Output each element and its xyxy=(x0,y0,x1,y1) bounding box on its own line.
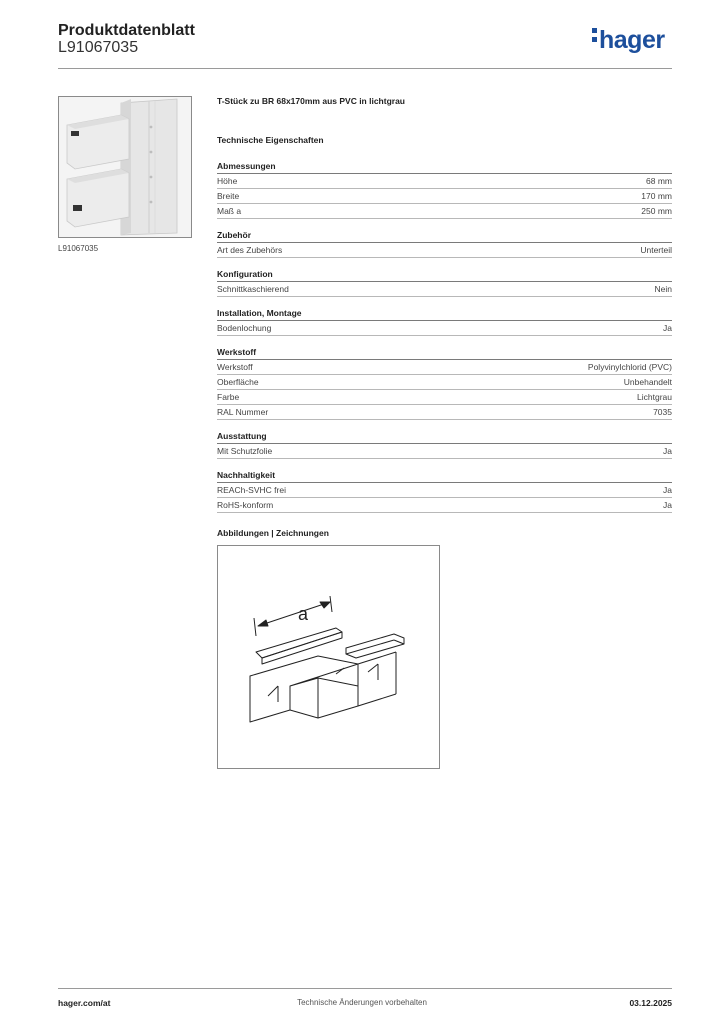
spec-label: Maß a xyxy=(217,206,242,216)
spec-row xyxy=(217,321,672,336)
spec-row xyxy=(217,189,672,204)
spec-label: Bodenlochung xyxy=(217,323,272,333)
spec-value: 170 mm xyxy=(641,191,672,201)
spec-row xyxy=(217,405,672,420)
hager-logo xyxy=(592,26,665,55)
spec-section xyxy=(217,431,672,459)
spec-row xyxy=(217,243,672,258)
tee-piece-drawing xyxy=(218,546,439,768)
section-title: Zubehör xyxy=(217,230,672,243)
spec-label: Oberfläche xyxy=(217,377,259,387)
section-title: Werkstoff xyxy=(217,347,672,360)
footer-notice: Technische Änderungen vorbehalten xyxy=(297,998,427,1007)
spec-section xyxy=(217,230,672,258)
spec-value: Ja xyxy=(663,323,672,333)
product-photo-drawing xyxy=(59,97,191,237)
article-number: L91067035 xyxy=(58,39,139,56)
spec-section xyxy=(217,161,672,219)
spec-row xyxy=(217,390,672,405)
spec-row xyxy=(217,204,672,219)
logo-colon-icon xyxy=(592,24,597,46)
footer-date: 03.12.2025 xyxy=(629,998,672,1008)
spec-row xyxy=(217,282,672,297)
section-title: Abmessungen xyxy=(217,161,672,174)
spec-section xyxy=(217,470,672,513)
spec-row xyxy=(217,375,672,390)
technical-drawing xyxy=(217,545,440,769)
product-image xyxy=(58,96,192,238)
spec-row xyxy=(217,444,672,459)
spec-value: 7035 xyxy=(653,407,672,417)
specs-column xyxy=(217,96,672,540)
spec-sections xyxy=(217,161,672,513)
spec-label: REACh-SVHC frei xyxy=(217,485,286,495)
spec-label: Breite xyxy=(217,191,240,201)
spec-label: Farbe xyxy=(217,392,240,402)
image-caption: L91067035 xyxy=(58,244,99,253)
section-title: Nachhaltigkeit xyxy=(217,470,672,483)
spec-row xyxy=(217,174,672,189)
spec-section xyxy=(217,269,672,297)
spec-value: 68 mm xyxy=(646,176,672,186)
spec-label: Höhe xyxy=(217,176,238,186)
spec-label: Werkstoff xyxy=(217,362,253,372)
tech-properties-heading: Technische Eigenschaften xyxy=(217,135,324,145)
spec-value: Lichtgrau xyxy=(637,392,672,402)
drawings-heading: Abbildungen | Zeichnungen xyxy=(217,528,329,538)
spec-value: Nein xyxy=(654,284,672,294)
section-title: Ausstattung xyxy=(217,431,672,444)
product-description: T-Stück zu BR 68x170mm aus PVC in lichtgrau xyxy=(217,96,406,106)
spec-label: RoHS-konform xyxy=(217,500,274,510)
spec-label: Mit Schutzfolie xyxy=(217,446,273,456)
logo-text: hager xyxy=(599,26,665,54)
footer-website-link[interactable]: hager.com/at xyxy=(58,998,111,1008)
section-title: Konfiguration xyxy=(217,269,672,282)
spec-value: 250 mm xyxy=(641,206,672,216)
spec-label: Art des Zubehörs xyxy=(217,245,283,255)
spec-section xyxy=(217,308,672,336)
spec-row xyxy=(217,360,672,375)
spec-value: Ja xyxy=(663,485,672,495)
dimension-label: a xyxy=(298,604,309,624)
spec-value: Unbehandelt xyxy=(623,377,672,387)
page-title: Produktdatenblatt xyxy=(58,22,195,39)
header-divider xyxy=(58,68,672,69)
section-title: Installation, Montage xyxy=(217,308,672,321)
spec-row xyxy=(217,483,672,498)
spec-value: Unterteil xyxy=(640,245,672,255)
spec-label: Schnittkaschierend xyxy=(217,284,289,294)
spec-value: Ja xyxy=(663,446,672,456)
footer-divider xyxy=(58,988,672,989)
spec-value: Polyvinylchlorid (PVC) xyxy=(587,362,672,372)
spec-value: Ja xyxy=(663,500,672,510)
spec-row xyxy=(217,498,672,513)
spec-label: RAL Nummer xyxy=(217,407,269,417)
spec-section xyxy=(217,347,672,420)
